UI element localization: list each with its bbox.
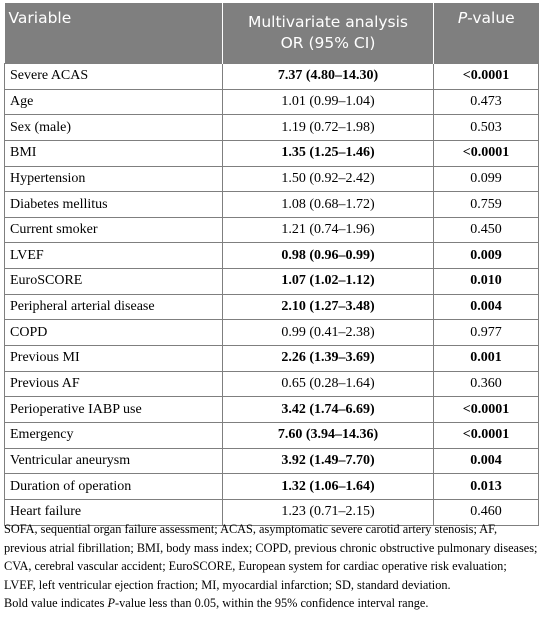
cell-variable: Current smoker [5,217,223,243]
cell-or-ci: 1.01 (0.99–1.04) [223,89,434,115]
cell-variable: Perioperative IABP use [5,397,223,423]
results-table-container [4,3,538,526]
cell-p-value: <0.0001 [434,140,539,166]
multivariate-table [4,3,539,526]
cell-p-value: 0.450 [434,217,539,243]
table-row [5,269,539,295]
cell-or-ci: 2.10 (1.27–3.48) [223,294,434,320]
cell-variable: Age [5,89,223,115]
header-p-rest: -value [467,9,515,27]
table-row [5,115,539,141]
table-row [5,192,539,218]
cell-or-ci: 0.99 (0.41–2.38) [223,320,434,346]
cell-or-ci: 3.42 (1.74–6.69) [223,397,434,423]
table-body [5,64,539,526]
table-row [5,474,539,500]
table-row [5,294,539,320]
table-row [5,448,539,474]
bold-note-p: P [107,596,115,610]
cell-or-ci: 3.92 (1.49–7.70) [223,448,434,474]
cell-variable: Previous MI [5,346,223,372]
cell-p-value: <0.0001 [434,64,539,90]
table-row [5,166,539,192]
table-row [5,140,539,166]
cell-variable: Ventricular aneurysm [5,448,223,474]
cell-or-ci: 2.26 (1.39–3.69) [223,346,434,372]
cell-variable: Previous AF [5,371,223,397]
cell-p-value: 0.460 [434,499,539,525]
header-analysis-line2: OR (95% CI) [280,34,376,52]
cell-or-ci: 7.60 (3.94–14.36) [223,422,434,448]
cell-variable: Duration of operation [5,474,223,500]
bold-value-note [4,594,538,613]
cell-variable: Diabetes mellitus [5,192,223,218]
cell-p-value: 0.004 [434,294,539,320]
cell-or-ci: 1.08 (0.68–1.72) [223,192,434,218]
cell-variable: EuroSCORE [5,269,223,295]
cell-p-value: 0.473 [434,89,539,115]
bold-note-start: Bold value indicates [4,596,108,610]
cell-p-value: 0.013 [434,474,539,500]
cell-or-ci: 1.50 (0.92–2.42) [223,166,434,192]
table-row [5,89,539,115]
cell-or-ci: 7.37 (4.80–14.30) [223,64,434,90]
table-row [5,371,539,397]
cell-p-value: 0.759 [434,192,539,218]
header-analysis-line1: Multivariate analysis [247,13,409,31]
cell-p-value: 0.977 [434,320,539,346]
cell-or-ci: 1.35 (1.25–1.46) [223,140,434,166]
table-row [5,217,539,243]
bold-note-end: -value less than 0.05, within the 95% confidence interval range. [115,596,429,610]
cell-variable: Heart failure [5,499,223,525]
cell-variable: LVEF [5,243,223,269]
table-row [5,64,539,90]
cell-variable: Peripheral arterial disease [5,294,223,320]
cell-or-ci: 1.07 (1.02–1.12) [223,269,434,295]
cell-or-ci: 1.23 (0.71–2.15) [223,499,434,525]
header-variable: Variable [5,3,223,64]
table-row [5,397,539,423]
abbreviations-note: SOFA, sequential organ failure assessment; ACAS, asymptomatic severe carotid artery stenosis; AF, previous atrial fibrillation; BMI, body mass index; COPD, previous chronic obstructive pulmonary diseases; CVA, cerebral vascular accident; EuroSCORE, European system for cardiac operative risk evaluation; LVEF, left ventricular ejection fraction; MI, myocardial infarction; SD, standard deviation. [4,522,538,592]
cell-variable: COPD [5,320,223,346]
table-row [5,320,539,346]
cell-variable: Sex (male) [5,115,223,141]
cell-p-value: 0.001 [434,346,539,372]
table-header [5,3,539,64]
cell-variable: Emergency [5,422,223,448]
table-row [5,243,539,269]
cell-or-ci: 1.21 (0.74–1.96) [223,217,434,243]
cell-p-value: 0.503 [434,115,539,141]
cell-p-value: <0.0001 [434,397,539,423]
cell-variable: Hypertension [5,166,223,192]
cell-or-ci: 1.19 (0.72–1.98) [223,115,434,141]
table-row [5,422,539,448]
header-p-value [434,3,539,64]
cell-variable: BMI [5,140,223,166]
header-multivariate-analysis [223,3,434,64]
cell-p-value: 0.360 [434,371,539,397]
cell-or-ci: 0.65 (0.28–1.64) [223,371,434,397]
cell-p-value: 0.009 [434,243,539,269]
cell-p-value: <0.0001 [434,422,539,448]
table-footnotes [4,520,538,613]
cell-or-ci: 1.32 (1.06–1.64) [223,474,434,500]
cell-variable: Severe ACAS [5,64,223,90]
cell-p-value: 0.004 [434,448,539,474]
cell-or-ci: 0.98 (0.96–0.99) [223,243,434,269]
header-p-italic: P [457,9,468,27]
table-row [5,346,539,372]
cell-p-value: 0.099 [434,166,539,192]
cell-p-value: 0.010 [434,269,539,295]
